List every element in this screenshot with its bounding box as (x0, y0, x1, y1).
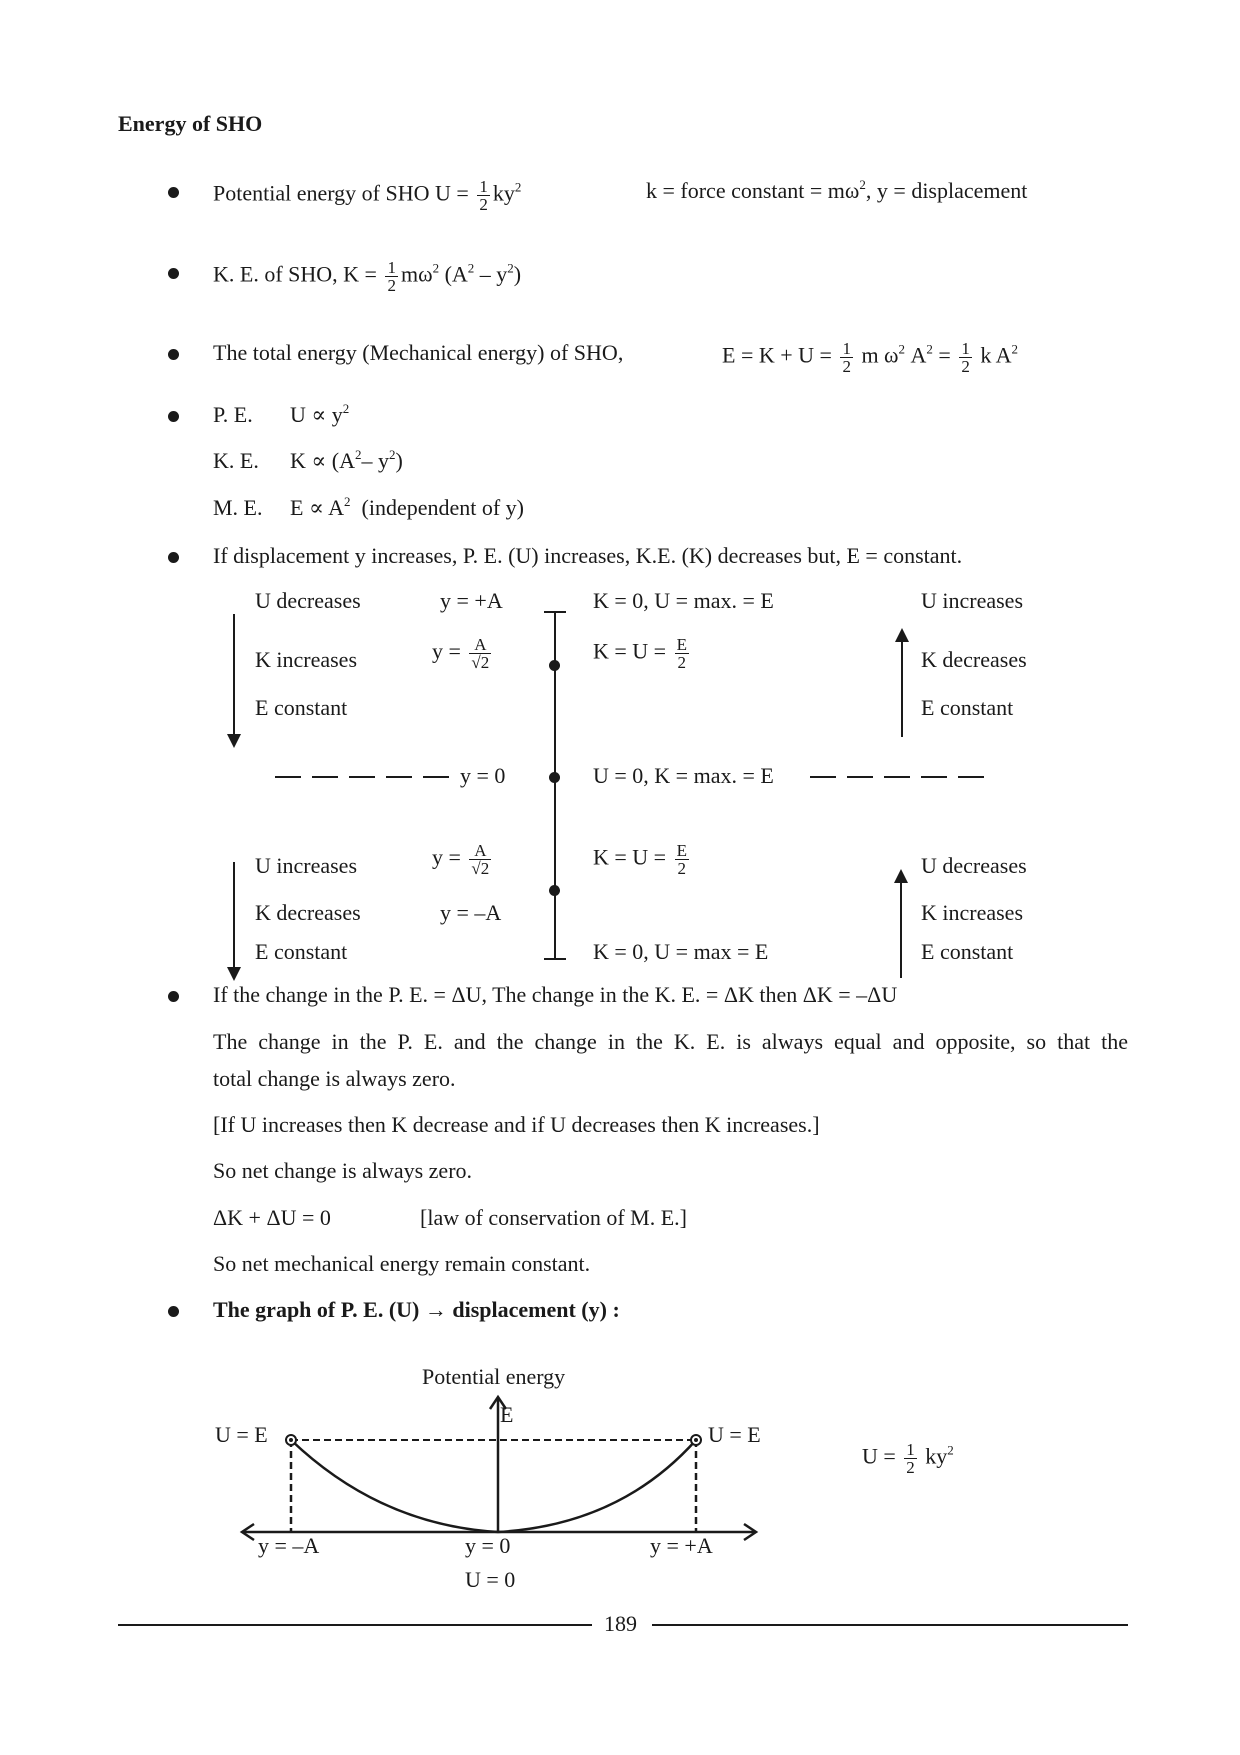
bullet-icon (168, 991, 179, 1002)
position-top: y = +A (440, 588, 503, 613)
force-constant-note: k = force constant = $m\omega^2$, y = displacement (646, 177, 1028, 203)
total-energy-label: The total energy (Mechanical energy) of SHO, (213, 340, 624, 365)
position-bottom: y = –A (440, 900, 502, 925)
arrow-up-icon (895, 628, 909, 642)
ke-prop: $K \propto (A^2-$ $y^2$) (290, 447, 403, 473)
footer-rule-left (118, 1624, 592, 1626)
right-point-label: U = E (708, 1422, 761, 1447)
state-bottom: K = 0, U = max = E (593, 939, 769, 964)
dashed-line-right (810, 776, 984, 778)
change-line: total change is always zero. (213, 1066, 456, 1091)
bullet-icon (168, 187, 179, 198)
change-line: So net change is always zero. (213, 1158, 473, 1183)
position-upper-mid: y = $\frac{A}{√2}$ (432, 635, 490, 672)
arrow-up-icon (894, 869, 908, 883)
state-lower-mid: K = U = $\frac{E}{2}$ (593, 841, 687, 878)
right-bottom-label: U decreases (921, 853, 1027, 878)
bottom-tick (544, 958, 566, 960)
arrow-down-icon (227, 967, 241, 981)
pe-prop-label: P. E. (213, 402, 253, 427)
change-line: If the change in the P. E. = ΔU, The change in the K. E. = ΔK then ΔK = –ΔU (213, 982, 898, 1007)
u-zero-label: U = 0 (465, 1567, 516, 1592)
right-bottom-label: K increases (921, 900, 1024, 925)
me-prop: $E \propto A^2$ (independent of y) (290, 494, 525, 520)
ke-formula: K. E. of SHO, K = $\frac{1}{2}$ $m\omega^2$ $(A^2 - y^2)$ (213, 258, 522, 295)
me-prop-label: M. E. (213, 495, 263, 520)
bullet-icon (168, 268, 179, 279)
point-marker (549, 772, 560, 783)
fraction: $\frac{1}{2}$ (387, 258, 396, 295)
change-line: [If U increases then K decrease and if U decreases then K increases.] (213, 1112, 820, 1137)
pe-prop: $U \propto y^2$ (290, 401, 350, 427)
y-axis-label: Potential energy (422, 1364, 566, 1389)
displacement-statement: If displacement y increases, P. E. (U) increases, K.E. (K) decreases but, E = constant. (213, 543, 963, 568)
x-left-label: y = –A (258, 1533, 320, 1558)
conservation-equation: ΔK + ΔU = 0 (213, 1205, 331, 1230)
bullet-icon (168, 411, 179, 422)
right-top-label: K decreases (921, 647, 1027, 672)
right-top-label: E constant (921, 695, 1014, 720)
left-bottom-label: U increases (255, 853, 358, 878)
point-marker (549, 660, 560, 671)
point-marker (549, 885, 560, 896)
left-bottom-label: E constant (255, 939, 348, 964)
state-zero: U = 0, K = max. = E (593, 763, 774, 788)
x-mid-label: y = 0 (465, 1533, 511, 1558)
left-top-label: U decreases (255, 588, 361, 613)
change-line: The change in the P. E. and the change in the K. E. is always equal and opposite, so that the (213, 1029, 1128, 1054)
state-top: K = 0, U = max. = E (593, 588, 774, 613)
total-energy-formula: E = K + U = $\frac{1}{2}$ m $\omega^2$ $A^2$ = $\frac{1}{2}$ k $A^2$ (722, 339, 1019, 376)
left-point-label: U = E (215, 1422, 268, 1447)
graph-heading: The graph of P. E. (U) → displacement (y) : (213, 1297, 620, 1322)
footer-rule-right (652, 1624, 1128, 1626)
conservation-note: [law of conservation of M. E.] (420, 1205, 687, 1230)
left-top-label: K increases (255, 647, 358, 672)
arrow-down-icon (227, 734, 241, 748)
left-top-label: E constant (255, 695, 348, 720)
right-bottom-label: E constant (921, 939, 1014, 964)
state-upper-mid: K = U = $\frac{E}{2}$ (593, 635, 687, 672)
fraction: $\frac{1}{2}$ (479, 177, 488, 214)
page-number: 189 (604, 1611, 637, 1636)
position-zero: y = 0 (460, 763, 506, 788)
e-level-label: E (500, 1402, 514, 1427)
arrow-down-line (233, 614, 235, 734)
bullet-icon (168, 1306, 179, 1317)
left-bottom-label: K decreases (255, 900, 361, 925)
arrow-up-line (900, 882, 902, 978)
bullet-icon (168, 552, 179, 563)
dashed-line-left (275, 776, 449, 778)
pe-formula: Potential energy of SHO U = $\frac{1}{2}$ $ky^2$ (213, 177, 522, 214)
bullet-icon (168, 349, 179, 360)
ke-prop-label: K. E. (213, 448, 259, 473)
change-line: So net mechanical energy remain constant. (213, 1251, 591, 1276)
arrow-up-line (901, 641, 903, 737)
section-heading: Energy of SHO (118, 111, 263, 136)
x-right-label: y = +A (650, 1533, 713, 1558)
right-top-label: U increases (921, 588, 1024, 613)
top-tick (544, 611, 566, 613)
pe-label: Potential energy of SHO U = (213, 180, 475, 206)
arrow-down-line (233, 862, 235, 967)
position-lower-mid: y = $\frac{A}{√2}$ (432, 841, 490, 878)
pe-graph-formula: U = $\frac{1}{2}$ $ky^2$ (862, 1440, 954, 1477)
